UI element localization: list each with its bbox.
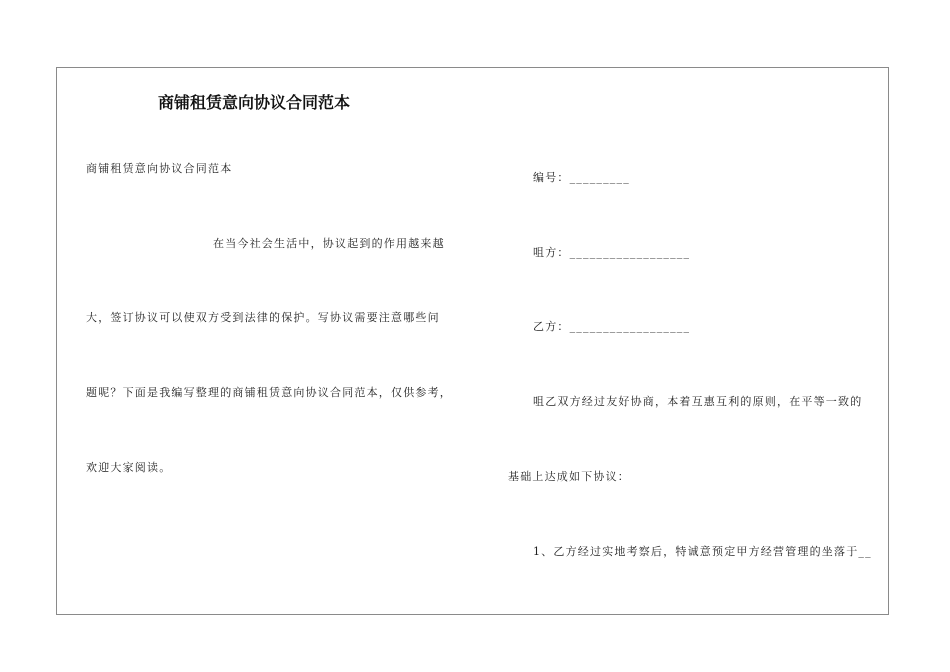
agreement-paragraph-line-2: 基础上达成如下协议： bbox=[508, 470, 630, 483]
intro-line-3: 题呢？下面是我编写整理的商铺租赁意向协议合同范本，仅供参考， bbox=[86, 386, 452, 399]
intro-line-2: 大，签订协议可以使双方受到法律的保护。写协议需要注意哪些问 bbox=[86, 311, 440, 324]
intro-line-1: 在当今社会生活中，协议起到的作用越来越 bbox=[213, 237, 445, 250]
document-title: 商铺租赁意向协议合同范本 bbox=[158, 93, 351, 112]
party-b-field: 乙方：__________________ bbox=[533, 320, 691, 333]
intro-line-4: 欢迎大家阅读。 bbox=[86, 461, 172, 474]
party-a-field: 咀方：__________________ bbox=[533, 246, 691, 259]
agreement-paragraph-line-1: 咀乙双方经过友好协商，本着互惠互利的原则，在平等一致的 bbox=[533, 395, 863, 408]
document-page bbox=[56, 67, 889, 615]
contract-number-field: 编号：_________ bbox=[533, 171, 630, 184]
subtitle-text: 商铺租赁意向协议合同范本 bbox=[86, 162, 233, 175]
clause-1: 1、乙方经过实地考察后，特诚意预定甲方经营管理的坐落于__ bbox=[533, 545, 872, 558]
